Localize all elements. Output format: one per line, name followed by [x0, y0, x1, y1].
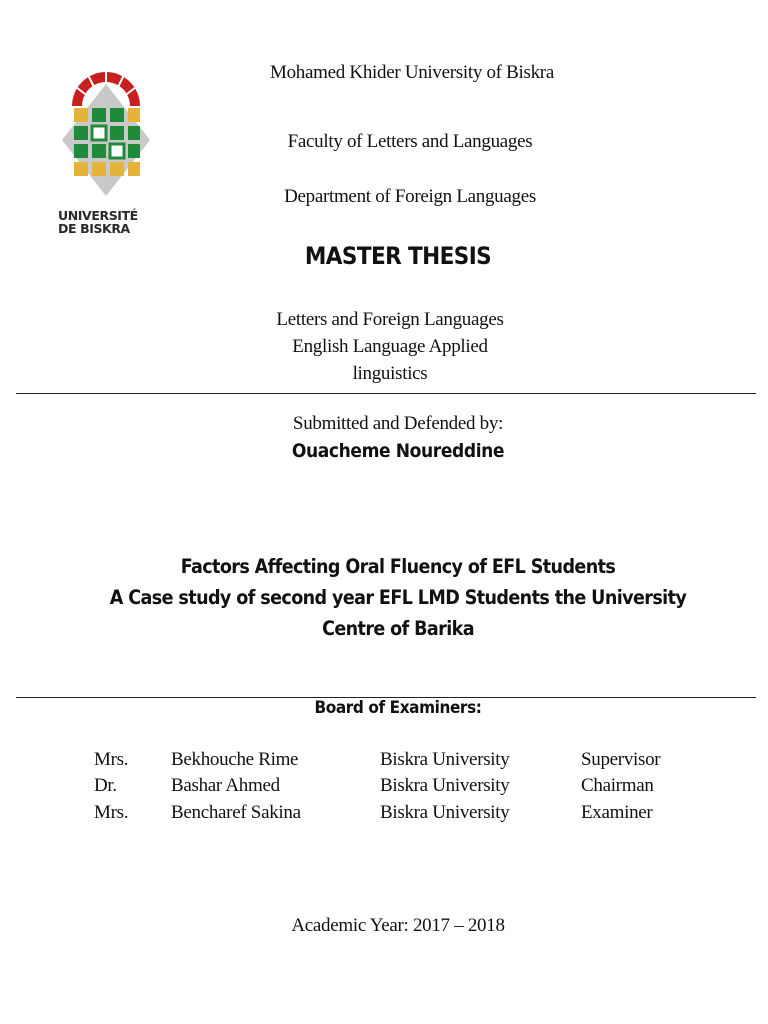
department-name: Department of Foreign Languages: [284, 186, 536, 207]
thesis-title-line-3: Centre of Barika: [322, 617, 474, 640]
member-role: Supervisor: [581, 749, 661, 770]
member-name: Bashar Ahmed: [171, 775, 280, 796]
logo-text: [58, 209, 154, 235]
university-name: Mohamed Khider University of Biskra: [270, 62, 554, 83]
member-name: Bencharef Sakina: [171, 802, 301, 823]
member-title: Mrs.: [94, 802, 129, 823]
submitted-label: Submitted and Defended by:: [292, 413, 504, 434]
author-name: Ouacheme Noureddine: [291, 440, 505, 462]
university-emblem-icon: [58, 62, 154, 202]
member-title: Dr.: [94, 775, 117, 796]
field-line-3: linguistics: [352, 363, 428, 384]
thesis-title-line-2: A Case study of second year EFL LMD Students the University: [109, 586, 687, 609]
thesis-title: [0, 551, 768, 644]
field-block: [240, 306, 540, 387]
member-role: Chairman: [581, 775, 654, 796]
board-member-row: [0, 802, 768, 828]
logo-text-line1: UNIVERSITÉ: [58, 208, 138, 223]
logo-text-line2: DE BISKRA: [58, 221, 130, 236]
member-institution: Biskra University: [380, 749, 510, 770]
member-institution: Biskra University: [380, 802, 510, 823]
faculty-name: Faculty of Letters and Languages: [287, 131, 533, 152]
field-line-2: English Language Applied: [292, 336, 488, 357]
field-line-1: Letters and Foreign Languages: [276, 309, 504, 330]
academic-year: Academic Year: 2017 – 2018: [291, 915, 505, 936]
thesis-title-line-1: Factors Affecting Oral Fluency of EFL Students: [180, 555, 616, 578]
thesis-type: MASTER THESIS: [304, 242, 492, 270]
member-title: Mrs.: [94, 749, 129, 770]
member-name: Bekhouche Rime: [171, 749, 299, 770]
member-role: Examiner: [581, 802, 653, 823]
board-member-row: [0, 749, 768, 775]
member-institution: Biskra University: [380, 775, 510, 796]
university-logo: [58, 62, 154, 240]
board-member-row: [0, 775, 768, 801]
board-heading: Board of Examiners:: [314, 698, 482, 718]
divider-top: [16, 393, 756, 394]
